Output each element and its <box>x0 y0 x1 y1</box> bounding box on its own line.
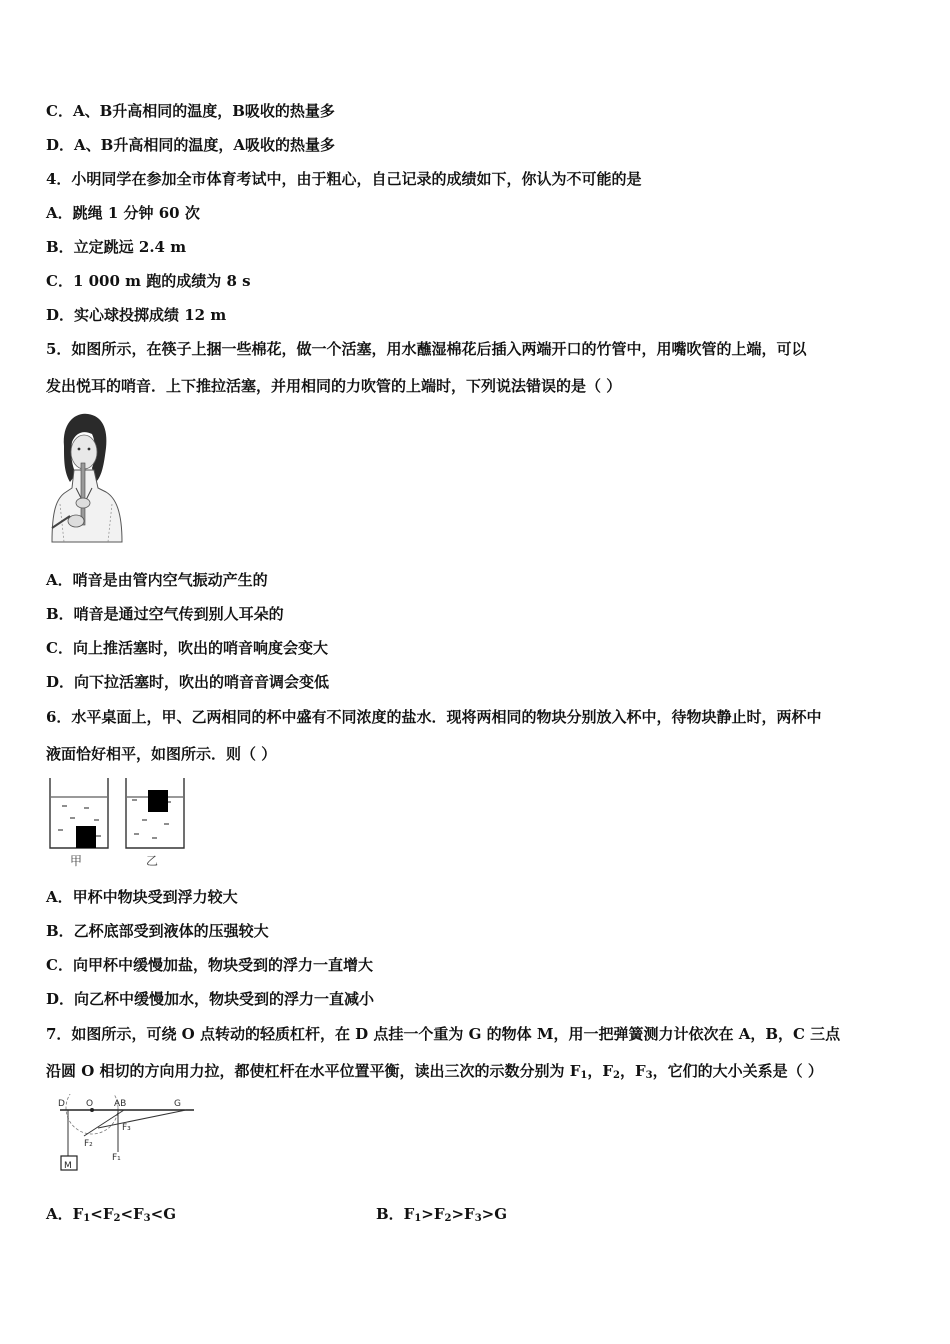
label-O: O <box>86 1099 94 1109</box>
q6-stem-line2: 液面恰好相平，如图所示．则（ ） <box>46 745 277 763</box>
q5-option-c: C．向上推活塞时，吹出的哨音响度会变大 <box>46 639 328 657</box>
q6-option-c: C．向甲杯中缓慢加盐，物块受到的浮力一直增大 <box>46 956 373 974</box>
label-G: G <box>174 1099 181 1109</box>
label-F3: F₃ <box>122 1123 131 1133</box>
q4-option-d: D．实心球投掷成绩 12 m <box>46 306 227 324</box>
cup-right-label: 乙 <box>146 854 159 868</box>
q6-option-b: B．乙杯底部受到液体的压强较大 <box>46 922 269 940</box>
q7-option-b: B．$F_1>F_2>F_3>G$ <box>376 1205 508 1224</box>
lever-figure <box>46 1094 206 1176</box>
q7-stem-line2: 沿圆 O 相切的方向用力拉，都使杠杆在水平位置平衡，读出三次的示数分别为 $F_1$，$F_2$，$F_3$，它们的大小关系是（ ） <box>46 1062 823 1081</box>
q6-option-a: A．甲杯中物块受到浮力较大 <box>46 888 238 906</box>
cup-left-label: 甲 <box>70 854 83 868</box>
label-AB: AB <box>114 1099 127 1109</box>
cup-yi <box>126 778 184 848</box>
label-D: D <box>58 1099 65 1109</box>
cup-jia <box>50 778 108 848</box>
label-F2: F₂ <box>84 1139 93 1149</box>
girl-blowing-whistle-figure <box>46 408 126 546</box>
q3-option-d: D．A、B升高相同的温度，A吸收的热量多 <box>46 136 335 154</box>
q4-option-c: C．1 000 m 跑的成绩为 8 s <box>46 272 251 290</box>
q4-option-b: B．立定跳远 2.4 m <box>46 238 187 256</box>
q7-stem-line1: 7．如图所示，可绕 O 点转动的轻质杠杆，在 D 点挂一个重为 G 的物体 M，用一把弹簧测力计依次在 A，B，C 三点 <box>46 1025 841 1043</box>
q3-option-c: C．A、B升高相同的温度，B吸收的热量多 <box>46 102 335 120</box>
q4-option-a: A．跳绳 1 分钟 60 次 <box>46 204 200 222</box>
q5-option-d: D．向下拉活塞时，吹出的哨音音调会变低 <box>46 673 330 691</box>
q5-option-a: A．哨音是由管内空气振动产生的 <box>46 571 268 589</box>
label-F1: F₁ <box>112 1153 121 1163</box>
q6-stem-line1: 6．水平桌面上，甲、乙两相同的杯中盛有不同浓度的盐水．现将两相同的物块分别放入杯中，待物块静止时，两杯中 <box>46 708 822 726</box>
q5-stem-line2: 发出悦耳的哨音．上下推拉活塞，并用相同的力吹管的上端时，下列说法错误的是（ ） <box>46 377 622 395</box>
q6-option-d: D．向乙杯中缓慢加水，物块受到的浮力一直减小 <box>46 990 375 1008</box>
q7-option-a: A．$F_1<F_2<F_3<G$ <box>46 1205 177 1224</box>
q5-option-b: B．哨音是通过空气传到别人耳朵的 <box>46 605 284 623</box>
two-cups-figure <box>46 776 196 870</box>
svg-text:M: M <box>64 1161 72 1171</box>
q4-stem: 4．小明同学在参加全市体育考试中，由于粗心，自己记录的成绩如下，你认为不可能的是 <box>46 170 642 188</box>
q5-stem-line1: 5．如图所示，在筷子上捆一些棉花，做一个活塞，用水蘸湿棉花后插入两端开口的竹管中，用嘴吹管的上端，可以 <box>46 340 807 358</box>
